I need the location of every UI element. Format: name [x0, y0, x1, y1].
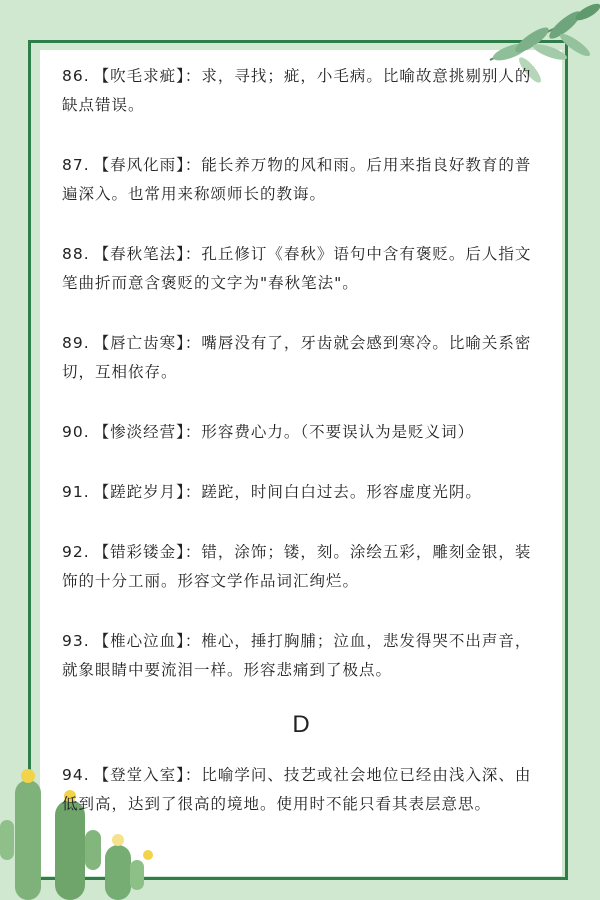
idiom-entry	[62, 329, 540, 387]
idiom-entry	[62, 240, 540, 298]
idiom-num: 89.	[62, 334, 90, 352]
idiom-def: ：形容费心力。（不要误认为是贬义词）	[184, 423, 475, 441]
idiom-num: 94.	[62, 766, 90, 784]
idiom-def: ：求，寻找；疵，小毛病。比喻故意挑剔别人的缺点错误。	[62, 67, 532, 114]
idiom-def: ：椎心，捶打胸脯；泣血，悲发得哭不出声音，就象眼睛中要流泪一样。形容悲痛到了极点。	[62, 632, 532, 679]
idiom-entry	[62, 538, 540, 596]
idiom-def: ：嘴唇没有了，牙齿就会感到寒冷。比喻关系密切，互相依存。	[62, 334, 532, 381]
idiom-num: 93.	[62, 632, 90, 650]
idiom-entry	[62, 151, 540, 209]
idiom-def: ：能长养万物的风和雨。后用来指良好教育的普遍深入。也常用来称颂师长的教诲。	[62, 156, 532, 203]
idiom-num: 87.	[62, 156, 90, 174]
idiom-num: 86.	[62, 67, 90, 85]
idiom-entry	[62, 62, 540, 120]
idiom-entry	[62, 478, 540, 507]
idiom-term: 【错彩镂金】	[93, 543, 185, 561]
idiom-def: ：比喻学问、技艺或社会地位已经由浅入深、由低到高，达到了很高的境地。使用时不能只看其表层意思。	[62, 766, 532, 813]
idiom-term: 【唇亡齿寒】	[93, 334, 185, 352]
idiom-num: 90.	[62, 423, 90, 441]
idiom-entry	[62, 418, 540, 447]
idiom-term: 【蹉跎岁月】	[93, 483, 185, 501]
idiom-term: 【登堂入室】	[93, 766, 185, 784]
idiom-def: ：孔丘修订《春秋》语句中含有褒贬。后人指文笔曲折而意含褒贬的文字为"春秋笔法"。	[62, 245, 532, 292]
section-letter: D	[292, 711, 310, 738]
idiom-entry	[62, 627, 540, 685]
idiom-def: ：错，涂饰；镂，刻。涂绘五彩，雕刻金银，装饰的十分工丽。形容文学作品词汇绚烂。	[62, 543, 532, 590]
idiom-term: 【春风化雨】	[93, 156, 185, 174]
idiom-num: 92.	[62, 543, 90, 561]
idiom-term: 【椎心泣血】	[93, 632, 185, 650]
idiom-term: 【春秋笔法】	[93, 245, 185, 263]
idiom-entry	[62, 761, 540, 819]
idiom-term: 【吹毛求疵】	[93, 67, 185, 85]
idiom-list	[62, 62, 540, 850]
idiom-num: 91.	[62, 483, 90, 501]
idiom-num: 88.	[62, 245, 90, 263]
idiom-def: ：蹉跎，时间白白过去。形容虚度光阴。	[184, 483, 482, 501]
idiom-term: 【惨淡经营】	[93, 423, 185, 441]
